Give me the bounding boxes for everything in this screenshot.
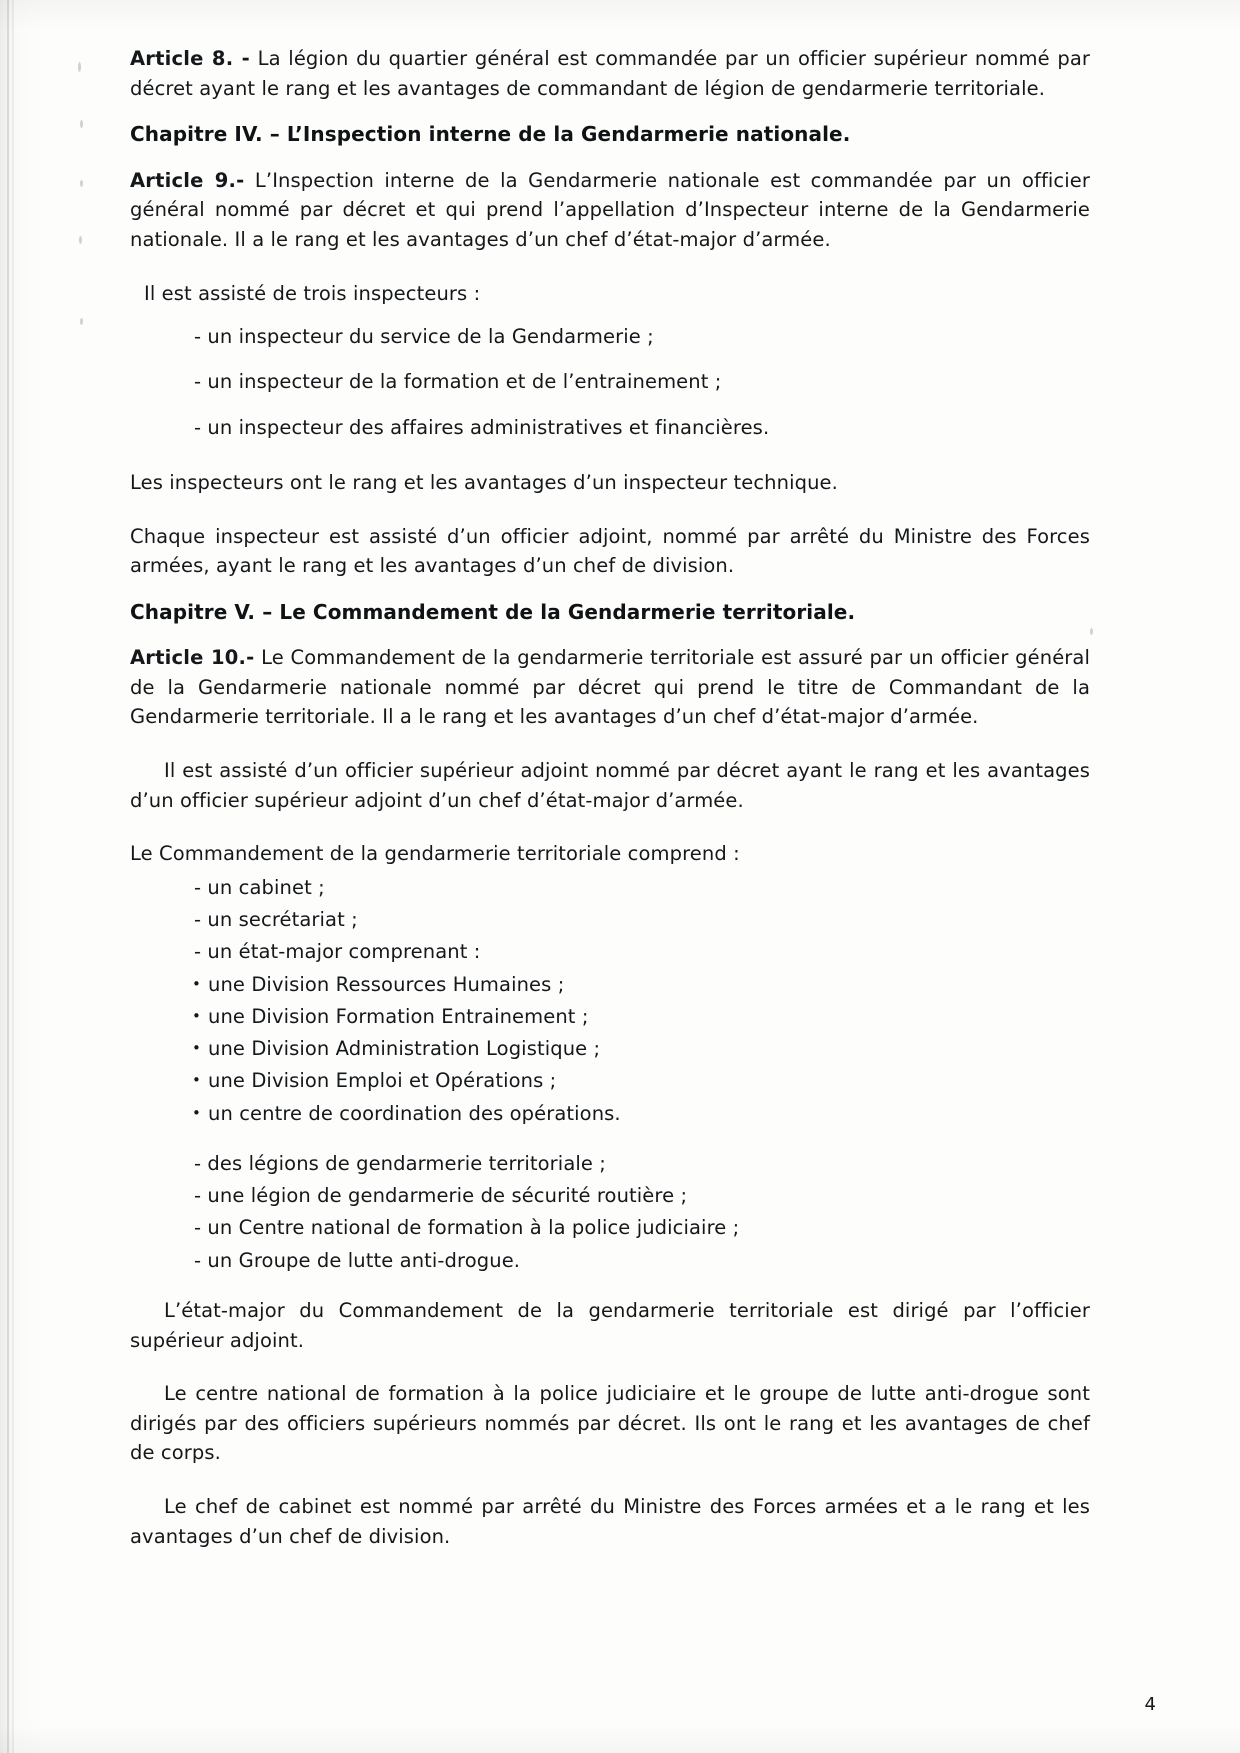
- scan-artifact-speck: [80, 318, 83, 325]
- article-10-label: Article 10.-: [130, 646, 255, 670]
- inspector-item-0: - un inspecteur du service de la Gendarmerie ;: [194, 325, 654, 349]
- command-structure-list: [176, 873, 1090, 967]
- etat-major-divisions-list: [192, 970, 1090, 1128]
- list-item: [192, 1034, 1090, 1063]
- document-body: [130, 44, 1090, 1565]
- article-9-label: Article 9.-: [130, 168, 245, 192]
- list-item: [176, 905, 1090, 934]
- bullet-icon: •: [192, 1103, 201, 1122]
- list-item: [192, 1002, 1090, 1031]
- command-item2-3: - un Groupe de lutte anti-drogue.: [194, 1248, 521, 1272]
- spacer: [130, 1482, 1090, 1492]
- scan-artifact-speck: [80, 180, 83, 187]
- inspector-item-2: - un inspecteur des affaires administratives et financières.: [194, 415, 770, 439]
- command-structure-list-continued: [176, 1149, 1090, 1275]
- spacer: [130, 458, 1090, 468]
- list-item: [176, 873, 1090, 902]
- division-item-4: un centre de coordination des opérations.: [208, 1101, 621, 1125]
- spacer: [130, 829, 1090, 839]
- inspectors-list: [176, 322, 1090, 442]
- division-item-2: une Division Administration Logistique ;: [208, 1037, 601, 1061]
- list-item: [176, 413, 1090, 442]
- scan-artifact-streak-left: [7, 0, 9, 1753]
- spacer: [130, 1369, 1090, 1379]
- assisted-intro-paragraph: Il est assisté de trois inspecteurs :: [144, 281, 481, 305]
- command-item2-1: - une légion de gendarmerie de sécurité routière ;: [194, 1184, 688, 1208]
- list-item: [176, 322, 1090, 351]
- command-item2-0: - des légions de gendarmerie territoriale ;: [194, 1151, 606, 1175]
- spacer: [130, 746, 1090, 756]
- article-9-paragraph: [130, 166, 1090, 255]
- division-item-1: une Division Formation Entrainement ;: [208, 1004, 589, 1028]
- spacer: [130, 1278, 1090, 1296]
- bullet-icon: •: [192, 974, 201, 993]
- list-item: [176, 1149, 1090, 1178]
- centre-groupe-paragraph: Le centre national de formation à la police judiciaire et le groupe de lutte anti-drogue sont dirigés par des officiers supérieurs nommés par décret. Ils ont le rang et les avantages de chef de corps.: [130, 1382, 1090, 1465]
- list-item: [176, 1246, 1090, 1275]
- article-10-paragraph: [130, 643, 1090, 732]
- list-item: [192, 1099, 1090, 1128]
- inspector-adjoint-paragraph: Chaque inspecteur est assisté d’un officier adjoint, nommé par arrêté du Ministre des Forces armées, ayant le rang et les avantages d’un chef de division.: [130, 524, 1090, 578]
- command-intro-paragraph: Le Commandement de la gendarmerie territoriale comprend :: [130, 842, 740, 866]
- bullet-icon: •: [192, 1039, 201, 1058]
- list-item: [192, 970, 1090, 999]
- article-9-text: L’Inspection interne de la Gendarmerie nationale est commandée par un officier général nommé par décret et qui prend l’appellation d’Inspecteur interne de la Gendarmerie nationale. Il a le rang et les avantages d’un chef d’état-major d’armée.: [130, 168, 1090, 251]
- list-item: [192, 1066, 1090, 1095]
- inspectors-rank-paragraph: Les inspecteurs ont le rang et les avantages d’un inspecteur technique.: [130, 470, 838, 494]
- list-item: [176, 1181, 1090, 1210]
- command-item-0: - un cabinet ;: [194, 875, 325, 899]
- command-item-1: - un secrétariat ;: [194, 908, 358, 932]
- bullet-icon: •: [192, 1071, 201, 1090]
- division-item-0: une Division Ressources Humaines ;: [208, 972, 565, 996]
- command-item2-2: - un Centre national de formation à la police judiciaire ;: [194, 1216, 740, 1240]
- scan-artifact-speck: [79, 236, 82, 244]
- command-item-2: - un état-major comprenant :: [194, 940, 481, 964]
- spacer: [130, 269, 1090, 279]
- page-number: 4: [1144, 1694, 1156, 1715]
- article-8-paragraph: [130, 44, 1090, 103]
- article-8-text: La légion du quartier général est commandée par un officier supérieur nommé par décret ayant le rang et les avantages de commandant de légion de gendarmerie territoriale.: [130, 47, 1090, 100]
- inspector-item-1: - un inspecteur de la formation et de l’entrainement ;: [194, 370, 722, 394]
- article-8-label: Article 8. -: [130, 47, 250, 70]
- scan-artifact-speck: [80, 120, 83, 128]
- list-item: [176, 937, 1090, 966]
- division-item-3: une Division Emploi et Opérations ;: [208, 1069, 557, 1093]
- article-10-text: Le Commandement de la gendarmerie territoriale est assuré par un officier général de la Gendarmerie nationale nommé par décret qui prend le titre de Commandant de la Gendarmerie territoriale. Il a le rang et les avantages d’un chef d’état-major d’armée.: [130, 646, 1090, 729]
- list-item: [176, 367, 1090, 396]
- scan-artifact-speck: [78, 62, 81, 72]
- article-10-adjoint-paragraph: Il est assisté d’un officier supérieur adjoint nommé par décret ayant le rang et les avantages d’un officier supérieur adjoint d’un chef d’état-major d’armée.: [130, 759, 1090, 812]
- chef-cabinet-paragraph: Le chef de cabinet est nommé par arrêté du Ministre des Forces armées et a le rang et les avantages d’un chef de division.: [130, 1495, 1090, 1548]
- chapter-4-heading: Chapitre IV. – L’Inspection interne de la Gendarmerie nationale.: [130, 122, 851, 147]
- chapter-5-heading: Chapitre V. – Le Commandement de la Gendarmerie territoriale.: [130, 599, 856, 624]
- etat-major-direction-paragraph: L’état-major du Commandement de la gendarmerie territoriale est dirigé par l’officier supérieur adjoint.: [130, 1298, 1090, 1352]
- bullet-icon: •: [192, 1006, 201, 1025]
- scan-artifact-speck: [1090, 628, 1093, 635]
- spacer: [130, 512, 1090, 522]
- spacer: [130, 1131, 1090, 1149]
- scan-artifact-streak-left-secondary: [12, 0, 14, 1753]
- list-item: [176, 1213, 1090, 1242]
